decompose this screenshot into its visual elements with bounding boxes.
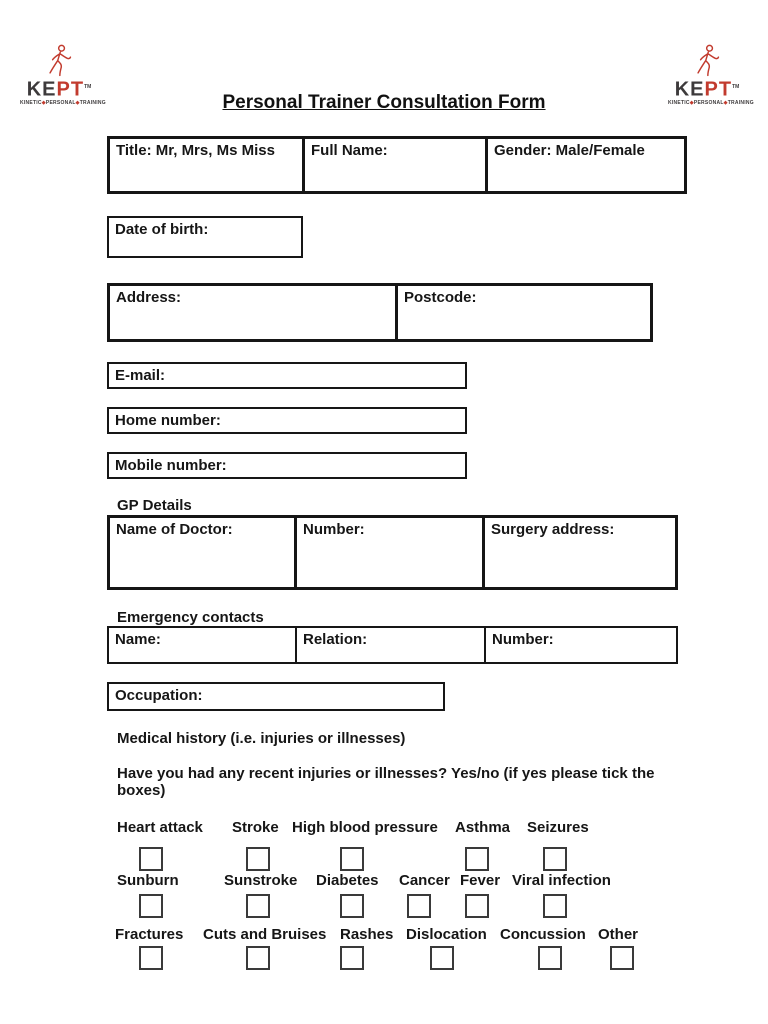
emergency-name-field[interactable]: Name: [109, 628, 297, 662]
label-sunstroke: Sunstroke [224, 872, 298, 889]
brand-tagline: KINETIC◆PERSONAL◆TRAINING [20, 99, 106, 106]
label-fractures: Fractures [115, 926, 184, 943]
gp-details-heading: GP Details [117, 497, 192, 514]
checkbox-other[interactable] [610, 946, 634, 970]
injuries-question: Have you had any recent injuries or illnesses? Yes/no (if yes please tick the boxes) [117, 765, 655, 799]
address-field[interactable]: Address: [110, 286, 398, 339]
label-concussion: Concussion [500, 926, 586, 943]
title-field[interactable]: Title: Mr, Mrs, Ms Miss [110, 139, 305, 191]
label-seizures: Seizures [527, 819, 589, 836]
checkbox-diabetes[interactable] [340, 894, 364, 918]
identity-table [107, 136, 687, 194]
checkbox-rashes[interactable] [340, 946, 364, 970]
label-cuts-and-bruises: Cuts and Bruises [203, 926, 327, 943]
postcode-field[interactable]: Postcode: [404, 289, 477, 306]
gender-field[interactable]: Gender: Male/Female [494, 142, 645, 159]
label-cancer: Cancer [399, 872, 450, 889]
gp-number-field[interactable]: Number: [297, 518, 485, 587]
checkbox-dislocation[interactable] [430, 946, 454, 970]
label-stroke: Stroke [232, 819, 279, 836]
checkbox-sunstroke[interactable] [246, 894, 270, 918]
page-title: Personal Trainer Consultation Form [222, 92, 546, 113]
checkbox-cuts-and-bruises[interactable] [246, 946, 270, 970]
date-of-birth-field[interactable]: Date of birth: [107, 216, 303, 258]
checkbox-viral-infection[interactable] [543, 894, 567, 918]
checkbox-sunburn[interactable] [139, 894, 163, 918]
checkbox-fever[interactable] [465, 894, 489, 918]
runner-icon [43, 44, 75, 78]
label-heart-attack: Heart attack [117, 819, 203, 836]
surgery-address-field[interactable]: Surgery address: [491, 521, 615, 538]
checkbox-heart-attack[interactable] [139, 847, 163, 871]
brand-wordmark: KEPT™ [674, 78, 740, 101]
mobile-number-field[interactable]: Mobile number: [107, 452, 467, 479]
label-other: Other [598, 926, 639, 943]
label-high-blood-pressure: High blood pressure [292, 819, 438, 836]
occupation-field[interactable]: Occupation: [107, 682, 445, 711]
checkbox-seizures[interactable] [543, 847, 567, 871]
checkbox-fractures[interactable] [139, 946, 163, 970]
checkbox-asthma[interactable] [465, 847, 489, 871]
brand-wordmark: KEPT™ [26, 78, 92, 101]
checkbox-high-blood-pressure[interactable] [340, 847, 364, 871]
label-viral-infection: Viral infection [512, 872, 611, 889]
gp-table [107, 515, 678, 590]
label-dislocation: Dislocation [406, 926, 487, 943]
emergency-relation-field[interactable]: Relation: [297, 628, 486, 662]
label-diabetes: Diabetes [316, 872, 379, 889]
checkbox-concussion[interactable] [538, 946, 562, 970]
label-sunburn: Sunburn [117, 872, 179, 889]
runner-icon [691, 44, 723, 78]
full-name-field[interactable]: Full Name: [305, 139, 488, 191]
home-number-field[interactable]: Home number: [107, 407, 467, 434]
doctor-name-field[interactable]: Name of Doctor: [110, 518, 297, 587]
checkbox-stroke[interactable] [246, 847, 270, 871]
label-asthma: Asthma [455, 819, 511, 836]
checkbox-cancer[interactable] [407, 894, 431, 918]
medical-history-heading: Medical history (i.e. injuries or illnesses) [117, 730, 406, 747]
label-rashes: Rashes [340, 926, 394, 943]
emergency-table [107, 626, 678, 664]
brand-tagline: KINETIC◆PERSONAL◆TRAINING [668, 99, 754, 106]
email-field[interactable]: E-mail: [107, 362, 467, 389]
label-fever: Fever [460, 872, 501, 889]
address-table [107, 283, 653, 342]
emergency-contacts-heading: Emergency contacts [117, 609, 264, 626]
emergency-number-field[interactable]: Number: [492, 631, 554, 648]
